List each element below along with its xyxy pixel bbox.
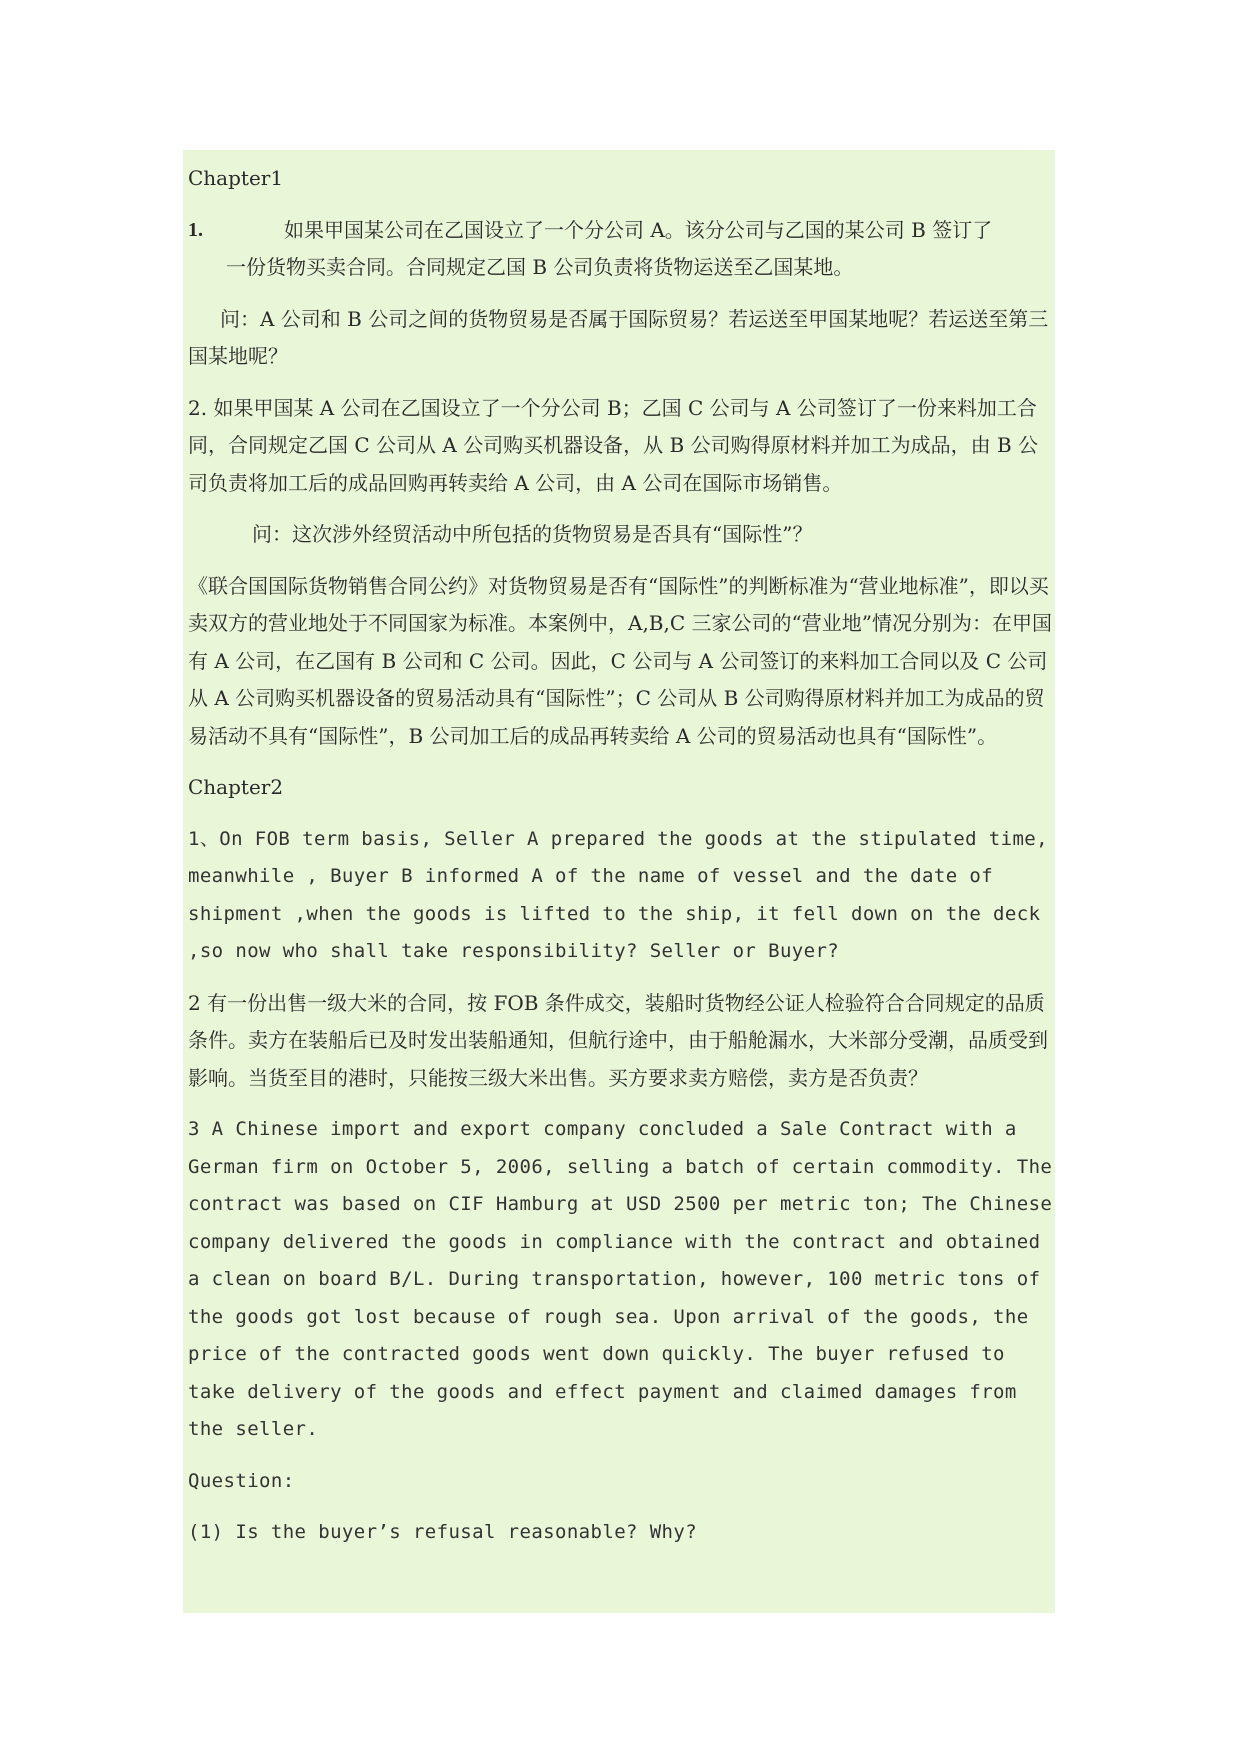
sub-question-1: (1) Is the buyer’s refusal reasonable? Why? bbox=[188, 1521, 698, 1543]
chapter2-question-1: 1、On FOB term basis, Seller A prepared the goods at the stipulated time, meanwhile , Buyer B informed A of the name of vessel and the date of shipment ,when the goods is lifted to the ship, it fell down on the deck ,so now who shall take responsibility? Seller or Buyer? bbox=[188, 827, 1048, 962]
chapter1-question-2-answer: 《联合国国际货物销售合同公约》对货物贸易是否有“国际性”的判断标准为“营业地标准”，即以买卖双方的营业地处于不同国家为标准。本案例中，A,B,C 三家公司的“营业地”情况分别为：在甲国有 A 公司，在乙国有 B 公司和 C 公司。因此，C 公司与 A 公司签订的来料加工合同以及 C 公司从 A 公司购买机器设备的贸易活动具有“国际性”；C 公司从 B 公司购得原材料并加工为成品的贸易活动不具有“国际性”，B 公司加工后的成品再转卖给 A 公司的贸易活动也具有“国际性”。 bbox=[188, 573, 1052, 748]
question-label: Question: bbox=[188, 1469, 295, 1492]
chapter1-question-2-ask: 问：这次涉外经贸活动中所包括的货物贸易是否具有“国际性”？ bbox=[252, 522, 813, 546]
chapter2-question-3: 3 A Chinese import and export company concluded a Sale Contract with a German firm on October 5, 2006, selling a batch of certain commodity. The contract was based on CIF Hamburg at USD 2500 per metric ton; The Chinese company delivered the goods in compliance with the contract and obtained a clean on board B/L. During transportation, however, 100 metric tons of the goods got lost because of rough sea. Upon arrival of the goods, the price of the contracted goods went down quickly. The buyer refused to take delivery of the goods and effect payment and claimed damages from the seller. bbox=[188, 1118, 1053, 1440]
chapter1-question-1-ask: 问：A 公司和 B 公司之间的货物贸易是否属于国际贸易？若运送至甲国某地呢？若运送至第三国某地呢？ bbox=[188, 306, 1049, 368]
chapter2-question-2: 2 有一份出售一级大米的合同，按 FOB 条件成交，装船时货物经公证人检验符合合同规定的品质条件。卖方在装船后已及时发出装船通知，但航行途中，由于船舱漏水，大米部分受潮，品质受到影响。当货至目的港时，只能按三级大米出售。买方要求卖方赔偿，卖方是否负责？ bbox=[188, 990, 1048, 1090]
question-number: 1. bbox=[188, 218, 203, 241]
chapter1-heading: Chapter1 bbox=[188, 166, 284, 190]
question-1-line-1: 如果甲国某公司在乙国设立了一个分公司 A。该分公司与乙国的某公司 B 签订了 bbox=[284, 217, 993, 242]
document-body bbox=[188, 160, 1054, 1552]
chapter1-question-1 bbox=[188, 212, 1054, 287]
chapter2-heading: Chapter2 bbox=[188, 775, 284, 799]
question-1-line-2: 一份货物买卖合同。合同规定乙国 B 公司负责将货物运送至乙国某地。 bbox=[226, 255, 854, 279]
chapter1-question-2: 2. 如果甲国某 A 公司在乙国设立了一个分公司 B；乙国 C 公司与 A 公司签订了一份来料加工合同，合同规定乙国 C 公司从 A 公司购买机器设备，从 B 公司购得原材料并加工为成品，由 B 公司负责将加工后的成品回购再转卖给 A 公司，由 A 公司在国际市场销售。 bbox=[188, 395, 1038, 495]
